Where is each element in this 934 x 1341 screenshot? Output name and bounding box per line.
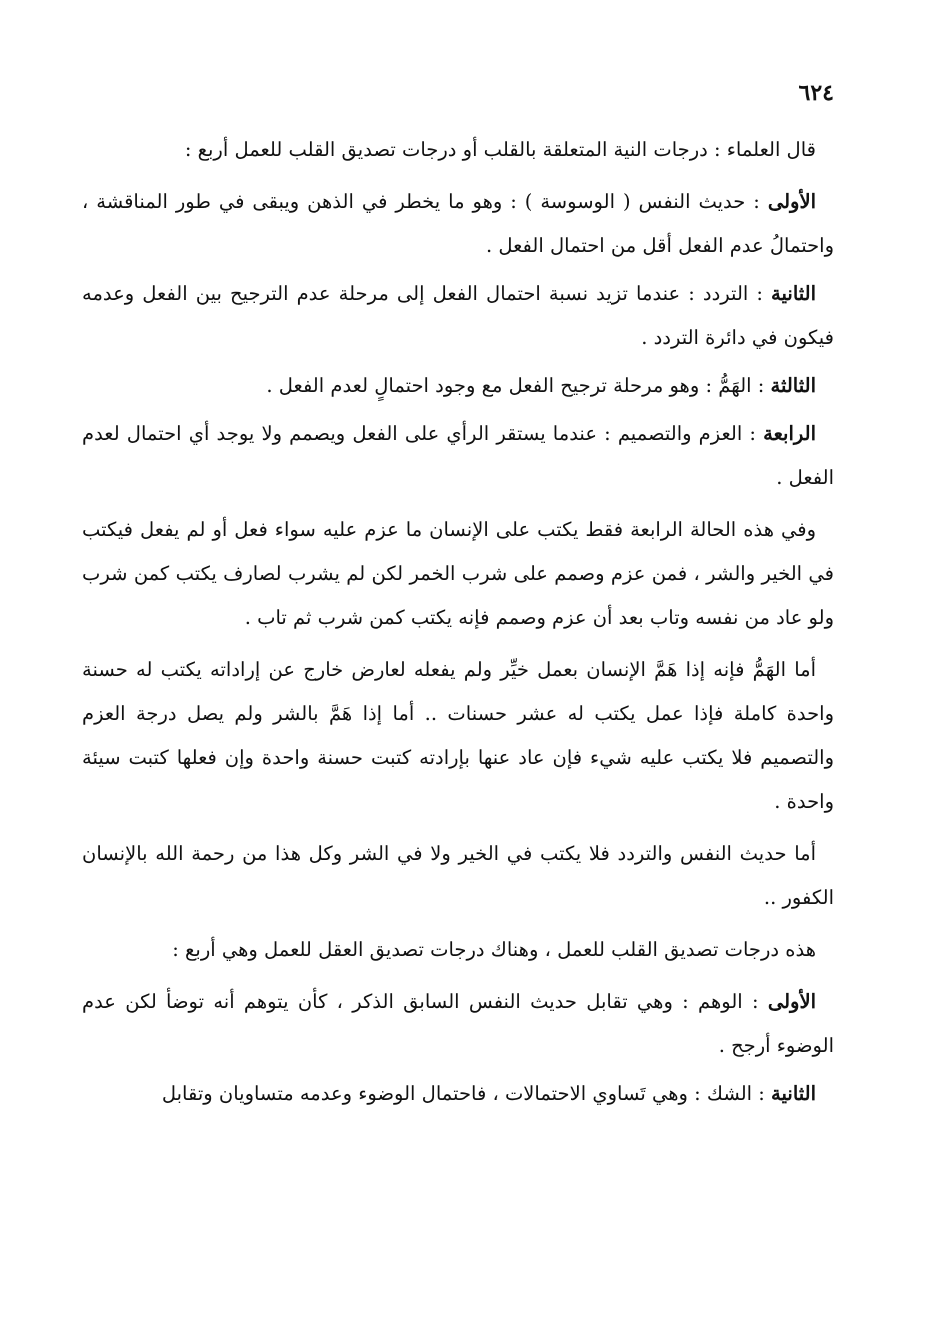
paragraph-fourth-state: [82, 508, 834, 640]
paragraph-lead: الثالثة: [770, 374, 816, 397]
paragraph-text: : العزم والتصميم : عندما يستقر الرأي على الفعل ويصمم ولا يوجد أي احتمال لعدم الفعل .: [82, 422, 834, 489]
paragraph-heart-second: [82, 272, 834, 360]
paragraph-text: وفي هذه الحالة الرابعة فقط يكتب على الإنسان ما عزم عليه سواء فعل أو لم يفعل فيكتب في الخير والشر ، فمن عزم وصمم على شرب الخمر لكن لم يشرب لصارف يكتب كمن شرب ولو عاد من نفسه وتاب بعد أن عزم وصمم فإنه يكتب كمن شرب ثم تاب .: [82, 518, 834, 629]
paragraph-text: : التردد : عندما تزيد نسبة احتمال الفعل إلى مرحلة عدم الترجيح بين الفعل وعدمه فيكون في دائرة التردد .: [82, 282, 834, 349]
paragraph-mind-second: [82, 1072, 834, 1116]
paragraph-text: : الهَمُّ : وهو مرحلة ترجيح الفعل مع وجود احتمالٍ لعدم الفعل .: [266, 374, 771, 397]
paragraph-heart-first: [82, 180, 834, 268]
paragraph-self-talk: [82, 832, 834, 920]
paragraph-mind-first: [82, 980, 834, 1068]
paragraph-text: : الوهم : وهي تقابل حديث النفس السابق الذكر ، كأن يتوهم أنه توضأ لكن عدم الوضوء أرجح .: [82, 990, 834, 1057]
paragraph-text: أما الهَمُّ فإنه إذا هَمَّ الإنسان بعمل خيِّر ولم يفعله لعارض خارج عن إراداته يكتب له حسنة واحدة كاملة فإذا عمل يكتب له عشر حسنات .. أما إذا هَمَّ بالشر ولم يصل درجة العزم والتصميم فلا يكتب عليه شيء فإن عاد عنها بإرادته كتبت حسنة واحدة وإن فعلها كتبت سيئة واحدة .: [82, 658, 834, 813]
paragraph-heart-fourth: [82, 412, 834, 500]
paragraph-lead: الأولى: [767, 990, 816, 1013]
paragraph-lead: الثانية: [771, 1082, 816, 1105]
paragraph-mind-intro: [82, 928, 834, 972]
page-number: ٦٢٤: [798, 80, 834, 106]
paragraph-intro: [82, 128, 834, 172]
paragraph-lead: الرابعة: [763, 422, 816, 445]
paragraph-hamm: [82, 648, 834, 824]
paragraph-lead: الثانية: [771, 282, 816, 305]
paragraph-heart-third: [82, 364, 834, 408]
paragraph-text: : الشك : وهي تَساوي الاحتمالات ، فاحتمال الوضوء وعدمه متساويان وتقابل: [161, 1082, 772, 1105]
paragraph-lead: الأولى: [767, 190, 816, 213]
paragraph-text: هذه درجات تصديق القلب للعمل ، وهناك درجات تصديق العقل للعمل وهي أربع :: [172, 938, 816, 961]
paragraph-text: قال العلماء : درجات النية المتعلقة بالقلب أو درجات تصديق القلب للعمل أربع :: [184, 138, 816, 161]
paragraph-text: : حديث النفس ( الوسوسة ) : وهو ما يخطر في الذهن ويبقى في طور المناقشة ، واحتمالُ عدم الفعل أقل من احتمال الفعل .: [82, 190, 834, 257]
paragraph-text: أما حديث النفس والتردد فلا يكتب في الخير ولا في الشر وكل هذا من رحمة الله بالإنسان الكفور ..: [82, 842, 834, 909]
